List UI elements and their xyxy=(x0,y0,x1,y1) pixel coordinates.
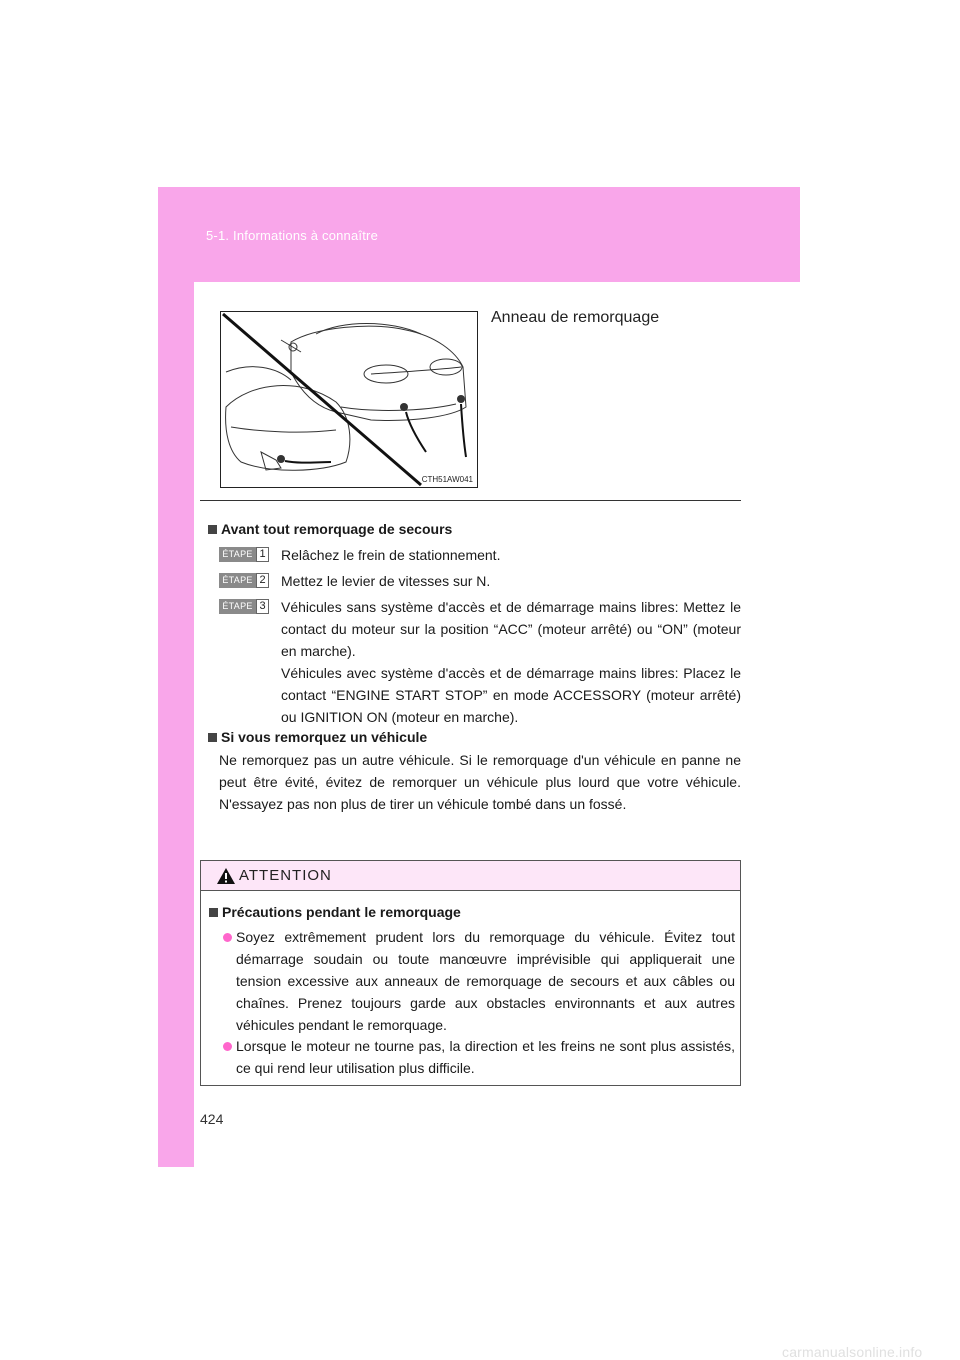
step-badge-1 xyxy=(219,547,269,562)
car-drawing xyxy=(221,312,477,487)
figure-caption: Anneau de remorquage xyxy=(491,309,660,326)
step-badge-2 xyxy=(219,573,269,588)
square-bullet-icon xyxy=(209,908,218,917)
warning-header xyxy=(201,861,740,891)
section2-heading xyxy=(208,729,427,745)
step-3-text-2: Véhicules avec système d'accès et de démarrage mains libres: Placez le contact “ENGINE START STOP” en mode ACCESSORY (moteur arrêté) ou IGNITION ON (moteur en marche). xyxy=(281,665,741,725)
warning-subtitle: Précautions pendant le remorquage xyxy=(209,904,461,920)
step-number: 1 xyxy=(256,547,269,562)
divider xyxy=(200,500,741,501)
step-3-text: Véhicules sans système d'accès et de démarrage mains libres: Mettez le contact du moteur sur la position “ACC” (moteur arrêté) ou “ON” (moteur en marche). xyxy=(281,599,741,659)
step-1-text: Relâchez le frein de stationnement. xyxy=(281,547,501,563)
step-number: 3 xyxy=(256,599,269,614)
warning-bullet-1: Soyez extrêmement prudent lors du remorquage du véhicule. Évitez tout démarrage soudain ou toute manœuvre imprévisible qui appliquerait une tension excessive aux anneaux de remorquage de secours et aux câbles ou chaînes. Prenez toujours garde aux obstacles environnants et aux autres véhicules pendant le remorquage. xyxy=(236,929,735,1033)
page-number: 424 xyxy=(200,1111,224,1127)
section1-title: Avant tout remorquage de secours xyxy=(221,521,453,537)
step-2-text: Mettez le levier de vitesses sur N. xyxy=(281,573,491,589)
step-badge-3 xyxy=(219,599,269,614)
step-label: ÉTAPE xyxy=(219,573,256,588)
section1-heading xyxy=(208,521,452,537)
bullet-dot-icon xyxy=(223,1042,232,1051)
section2-title: Si vous remorquez un véhicule xyxy=(221,729,428,745)
step-label: ÉTAPE xyxy=(219,599,256,614)
figure-code: CTH51AW041 xyxy=(421,475,473,484)
side-band xyxy=(158,282,194,1167)
square-bullet-icon xyxy=(208,733,217,742)
warning-title: ATTENTION xyxy=(239,867,332,884)
tow-eye-illustration xyxy=(220,311,478,488)
warning-bullet-2: Lorsque le moteur ne tourne pas, la direction et les freins ne sont plus assistés, ce qui rend leur utilisation plus difficile. xyxy=(236,1038,735,1076)
warning-box xyxy=(200,860,741,1086)
step-label: ÉTAPE xyxy=(219,547,256,562)
bullet-dot-icon xyxy=(223,933,232,942)
watermark: carmanualsonline.info xyxy=(782,1344,923,1360)
step-number: 2 xyxy=(256,573,269,588)
section2-body: Ne remorquez pas un autre véhicule. Si le remorquage d'un véhicule en panne ne peut être évité, évitez de remorquer un véhicule plus lourd que votre véhicule. N'essayez pas non plus de tirer un véhicule tombé dans un fossé. xyxy=(219,752,741,812)
warning-triangle-icon xyxy=(217,868,235,884)
section-title: 5-1. Informations à connaître xyxy=(206,228,379,243)
square-bullet-icon xyxy=(208,525,217,534)
